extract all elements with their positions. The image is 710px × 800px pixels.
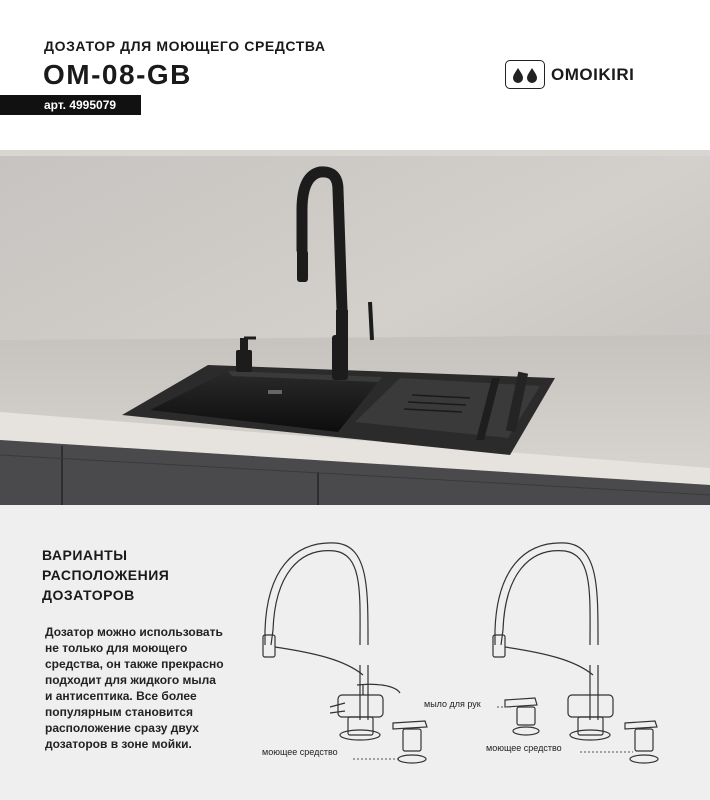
label-left-detergent: моющее средство (262, 747, 338, 757)
description-line: и антисептика. Все более (45, 689, 197, 703)
heading-line: ДОЗАТОРОВ (42, 587, 135, 603)
description-line: дозаторов в зоне мойки. (45, 737, 192, 751)
brand-name: OMOIKIRI (551, 64, 635, 84)
brand-logo (505, 60, 634, 89)
label-right-detergent: моющее средство (486, 743, 562, 753)
product-subtitle: ДОЗАТОР ДЛЯ МОЮЩЕГО СРЕДСТВА (44, 38, 326, 54)
label-hand-soap: мыло для рук (424, 699, 481, 709)
description-line: не только для моющего (45, 641, 188, 655)
heading-line: РАСПОЛОЖЕНИЯ (42, 567, 170, 583)
description-line: Дозатор можно использовать (45, 625, 223, 639)
product-photo (0, 150, 710, 505)
description-line: популярным становится (45, 705, 193, 719)
water-drops-icon (505, 60, 545, 89)
product-model: OM-08-GB (43, 59, 192, 90)
description-line: расположение сразу двух (45, 721, 199, 735)
description-line: средства, он также прекрасно (45, 657, 224, 671)
section-heading (42, 545, 169, 605)
article-badge: арт. 4995079 (0, 95, 141, 115)
heading-line: ВАРИАНТЫ (42, 547, 128, 563)
description-line: подходит для жидкого мыла (45, 673, 216, 687)
section-description (45, 624, 260, 752)
placement-section (0, 505, 710, 800)
